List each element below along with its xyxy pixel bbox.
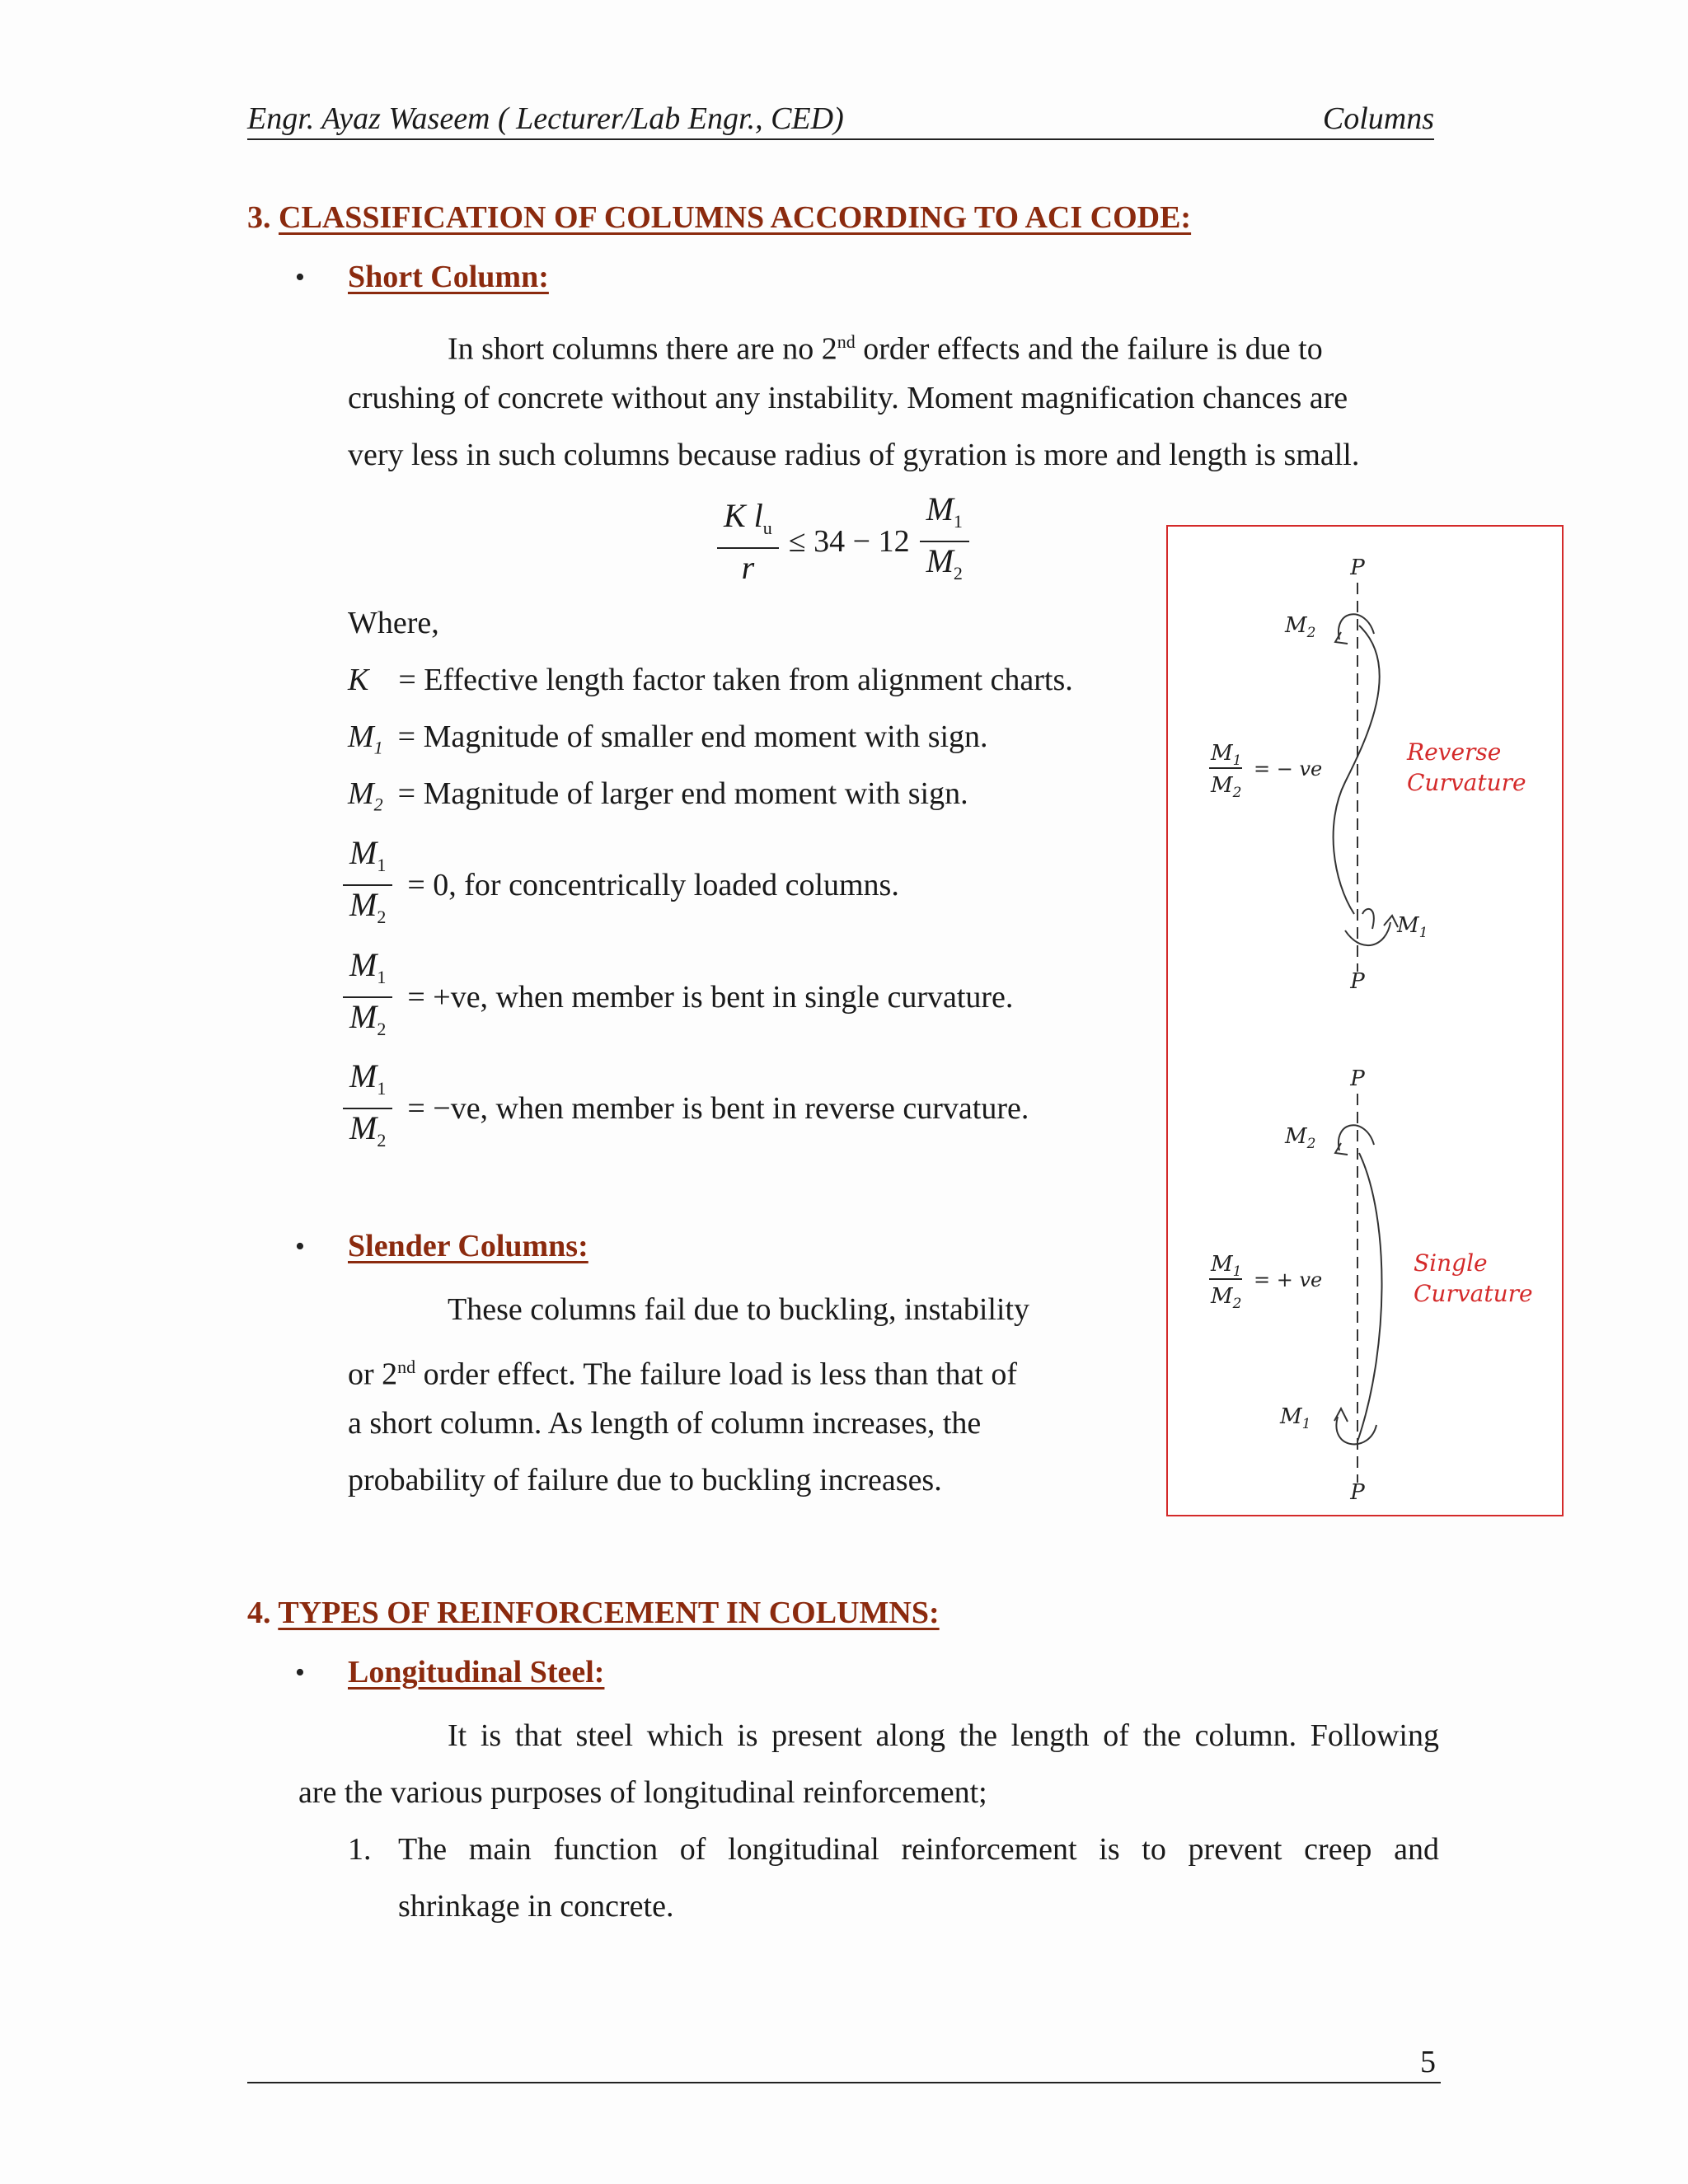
definition-m1: $M_1$ = Magnitude of smaller end moment with sign. xyxy=(348,719,988,758)
load-label-p: P xyxy=(1350,969,1365,994)
moment-label-m1: $M_1$ xyxy=(1280,1404,1311,1432)
page-header xyxy=(247,97,1434,140)
subheading-slender-columns: Slender Columns: xyxy=(348,1229,588,1263)
curvature-figure xyxy=(1166,525,1564,1516)
ratio-sign-negative: = − ve xyxy=(1254,757,1323,780)
ratio-case-zero: $\frac{M_1}{M_2}$ = 0, for concentrically loaded columns. xyxy=(343,834,899,936)
bullet: • xyxy=(295,1231,305,1262)
where-label: Where, xyxy=(348,606,439,640)
ratio-denominator: $M_2$ xyxy=(1211,773,1242,801)
section-title: CLASSIFICATION OF COLUMNS ACCORDING TO ACI CODE: xyxy=(279,200,1192,235)
bullet: • xyxy=(295,262,305,293)
moment-label-m2: $M_2$ xyxy=(1285,613,1316,641)
page-footer xyxy=(247,2044,1441,2083)
moment-label-m2: $M_2$ xyxy=(1285,1124,1316,1152)
curvature-label: Curvature xyxy=(1414,1280,1533,1307)
ratio-numerator: $M_1$ xyxy=(1211,1252,1242,1280)
ratio-case-positive: $\frac{M_1}{M_2}$ = +ve, when member is bent in single curvature. xyxy=(343,946,1013,1048)
fraction-klu-r: $\frac{K l_u}{r}$ xyxy=(717,497,779,587)
list-item-line: shrinkage in concrete. xyxy=(398,1889,674,1924)
paragraph-line: It is that steel which is present along the length of the column. Following xyxy=(448,1718,1439,1753)
ratio-numerator: $M_1$ xyxy=(1211,741,1242,769)
moment-label-m1: $M_1$ xyxy=(1397,913,1428,941)
paragraph-line: are the various purposes of longitudinal reinforcement; xyxy=(298,1775,987,1810)
header-topic: Columns xyxy=(1322,101,1434,136)
fraction-m1-m2: $\frac{M_1}{M_2}$ xyxy=(920,490,969,593)
header-author: Engr. Ayaz Waseem ( Lecturer/Lab Engr., CED) xyxy=(247,101,844,136)
single-label: Single xyxy=(1414,1249,1488,1277)
single-curvature-diagram xyxy=(1334,1094,1382,1483)
paragraph-line: crushing of concrete without any instability. Moment magnification chances are xyxy=(348,381,1348,415)
reverse-label: Reverse xyxy=(1407,738,1502,766)
paragraph-line: These columns fail due to buckling, instability xyxy=(448,1292,1030,1327)
section-number: 3. xyxy=(247,200,271,235)
ratio-denominator: $M_2$ xyxy=(1211,1284,1242,1312)
list-item-line: The main function of longitudinal reinforcement is to prevent creep and xyxy=(398,1832,1439,1867)
list-item-number: 1. xyxy=(348,1832,372,1867)
reverse-curvature-diagram xyxy=(1334,583,1398,972)
load-label-p: P xyxy=(1350,1480,1365,1505)
ratio-case-negative: $\frac{M_1}{M_2}$ = −ve, when member is bent in reverse curvature. xyxy=(343,1057,1029,1160)
load-label-p: P xyxy=(1350,1066,1365,1091)
load-label-p: P xyxy=(1350,555,1365,580)
bullet: • xyxy=(295,1657,305,1688)
ratio-sign-positive: = + ve xyxy=(1254,1268,1323,1291)
definition-m2: $M_2$ = Magnitude of larger end moment with sign. xyxy=(348,776,968,815)
curvature-label: Curvature xyxy=(1407,769,1526,796)
slenderness-equation xyxy=(717,490,969,593)
paragraph-line: or 2nd order effect. The failure load is less than that of xyxy=(348,1357,1017,1392)
page-number: 5 xyxy=(1420,2045,1436,2079)
paragraph-line: a short column. As length of column increases, the xyxy=(348,1406,982,1441)
paragraph-line: In short columns there are no 2nd order effects and the failure is due to xyxy=(448,331,1323,367)
equation-operator: ≤ 34 − 12 xyxy=(788,524,910,559)
section-3-heading xyxy=(247,199,1191,236)
paragraph-line: very less in such columns because radius of gyration is more and length is small. xyxy=(348,438,1360,472)
paragraph-line: probability of failure due to buckling increases. xyxy=(348,1463,942,1497)
section-4-heading: 4. TYPES OF REINFORCEMENT IN COLUMNS: xyxy=(247,1596,940,1630)
definition-k: K = Effective length factor taken from alignment charts. xyxy=(348,663,1073,697)
subheading-longitudinal-steel: Longitudinal Steel: xyxy=(348,1655,605,1690)
subheading-short-column: Short Column: xyxy=(348,260,549,294)
